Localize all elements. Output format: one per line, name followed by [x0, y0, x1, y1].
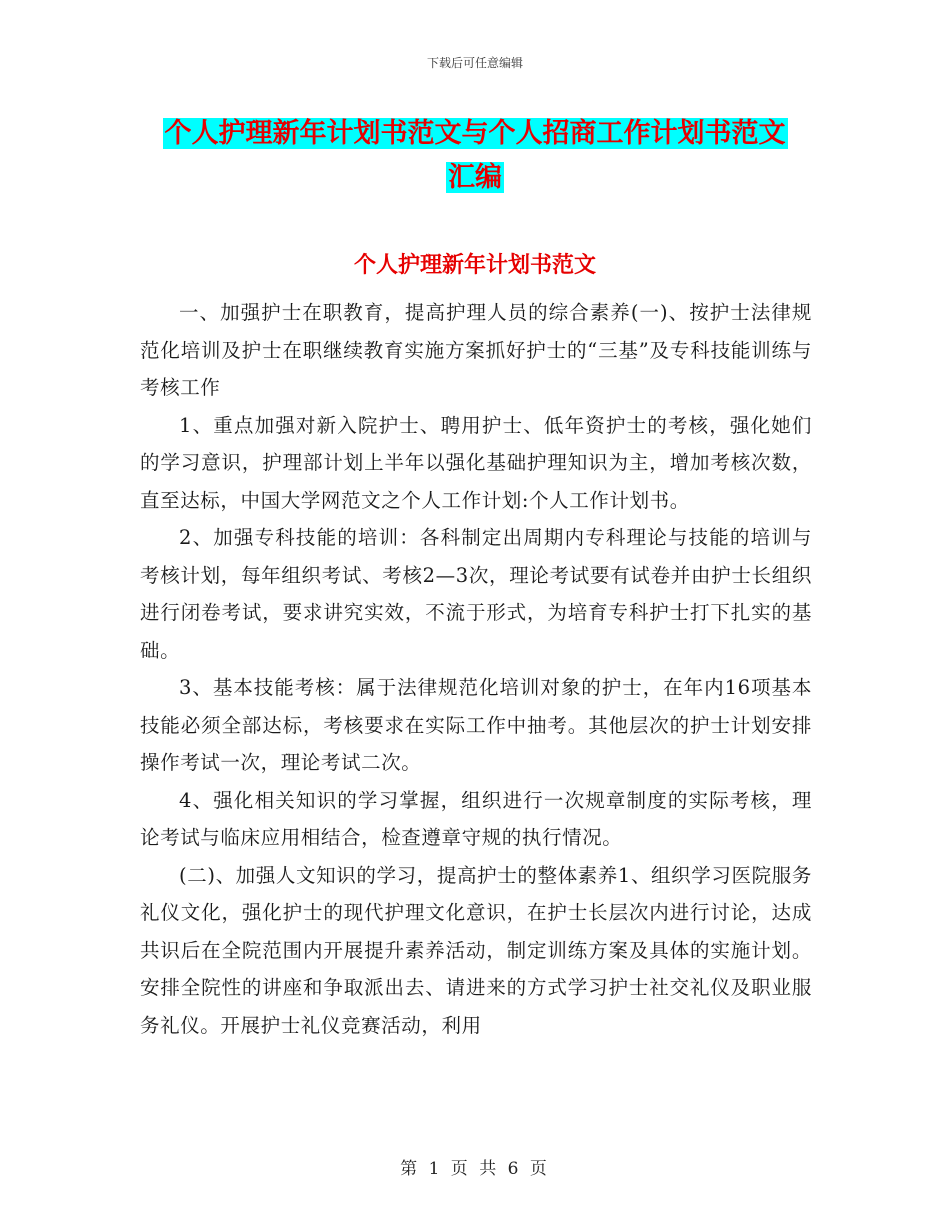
section-title: 个人护理新年计划书范文: [353, 253, 596, 278]
paragraph: 4、强化相关知识的学习掌握，组织进行一次规章制度的实际考核，理论考试与临床应用相结合，检查遵章守规的执行情况。: [140, 788, 812, 849]
paragraph: 一、加强护士在职教育，提高护理人员的综合素养(一)、按护士法律规范化培训及护士在职继续教育实施方案抓好护士的“三基”及专科技能训练与考核工作: [140, 301, 812, 399]
document-title-line2: 汇编: [448, 162, 502, 193]
body-text: [140, 294, 812, 1044]
page-header: 下载后可任意编辑: [426, 56, 523, 70]
paragraph: 3、基本技能考核：属于法律规范化培训对象的护士，在年内16项基本技能必须全部达标，考核要求在实际工作中抽考。其他层次的护士计划安排操作考试一次，理论考试二次。: [140, 676, 812, 774]
document-title: [0, 112, 950, 200]
paragraph: 2、加强专科技能的培训：各科制定出周期内专科理论与技能的培训与考核计划，每年组织考试、考核2—3次，理论考试要有试卷并由护士长组织进行闭卷考试，要求讲究实效，不流于形式，为培育专科护士打下扎实的基础。: [140, 526, 812, 662]
paragraph: 1、重点加强对新入院护士、聘用护士、低年资护士的考核，强化她们的学习意识，护理部计划上半年以强化基础护理知识为主，增加考核次数，直至达标，中国大学网范文之个人工作计划:个人工作计划书。: [140, 413, 812, 512]
paragraph: (二)、加强人文知识的学习，提高护士的整体素养1、组织学习医院服务礼仪文化，强化护士的现代护理文化意识，在护士长层次内进行讨论，达成共识后在全院范围内开展提升素养活动，制定训练方案及具体的实施计划。安排全院性的讲座和争取派出去、请进来的方式学习护士社交礼仪及职业服务礼仪。开展护士礼仪竞赛活动，利用: [140, 863, 812, 1037]
page-footer: 第 1 页 共 6 页: [400, 1159, 550, 1179]
document-title-line1: 个人护理新年计划书范文与个人招商工作计划书范文: [164, 118, 786, 149]
